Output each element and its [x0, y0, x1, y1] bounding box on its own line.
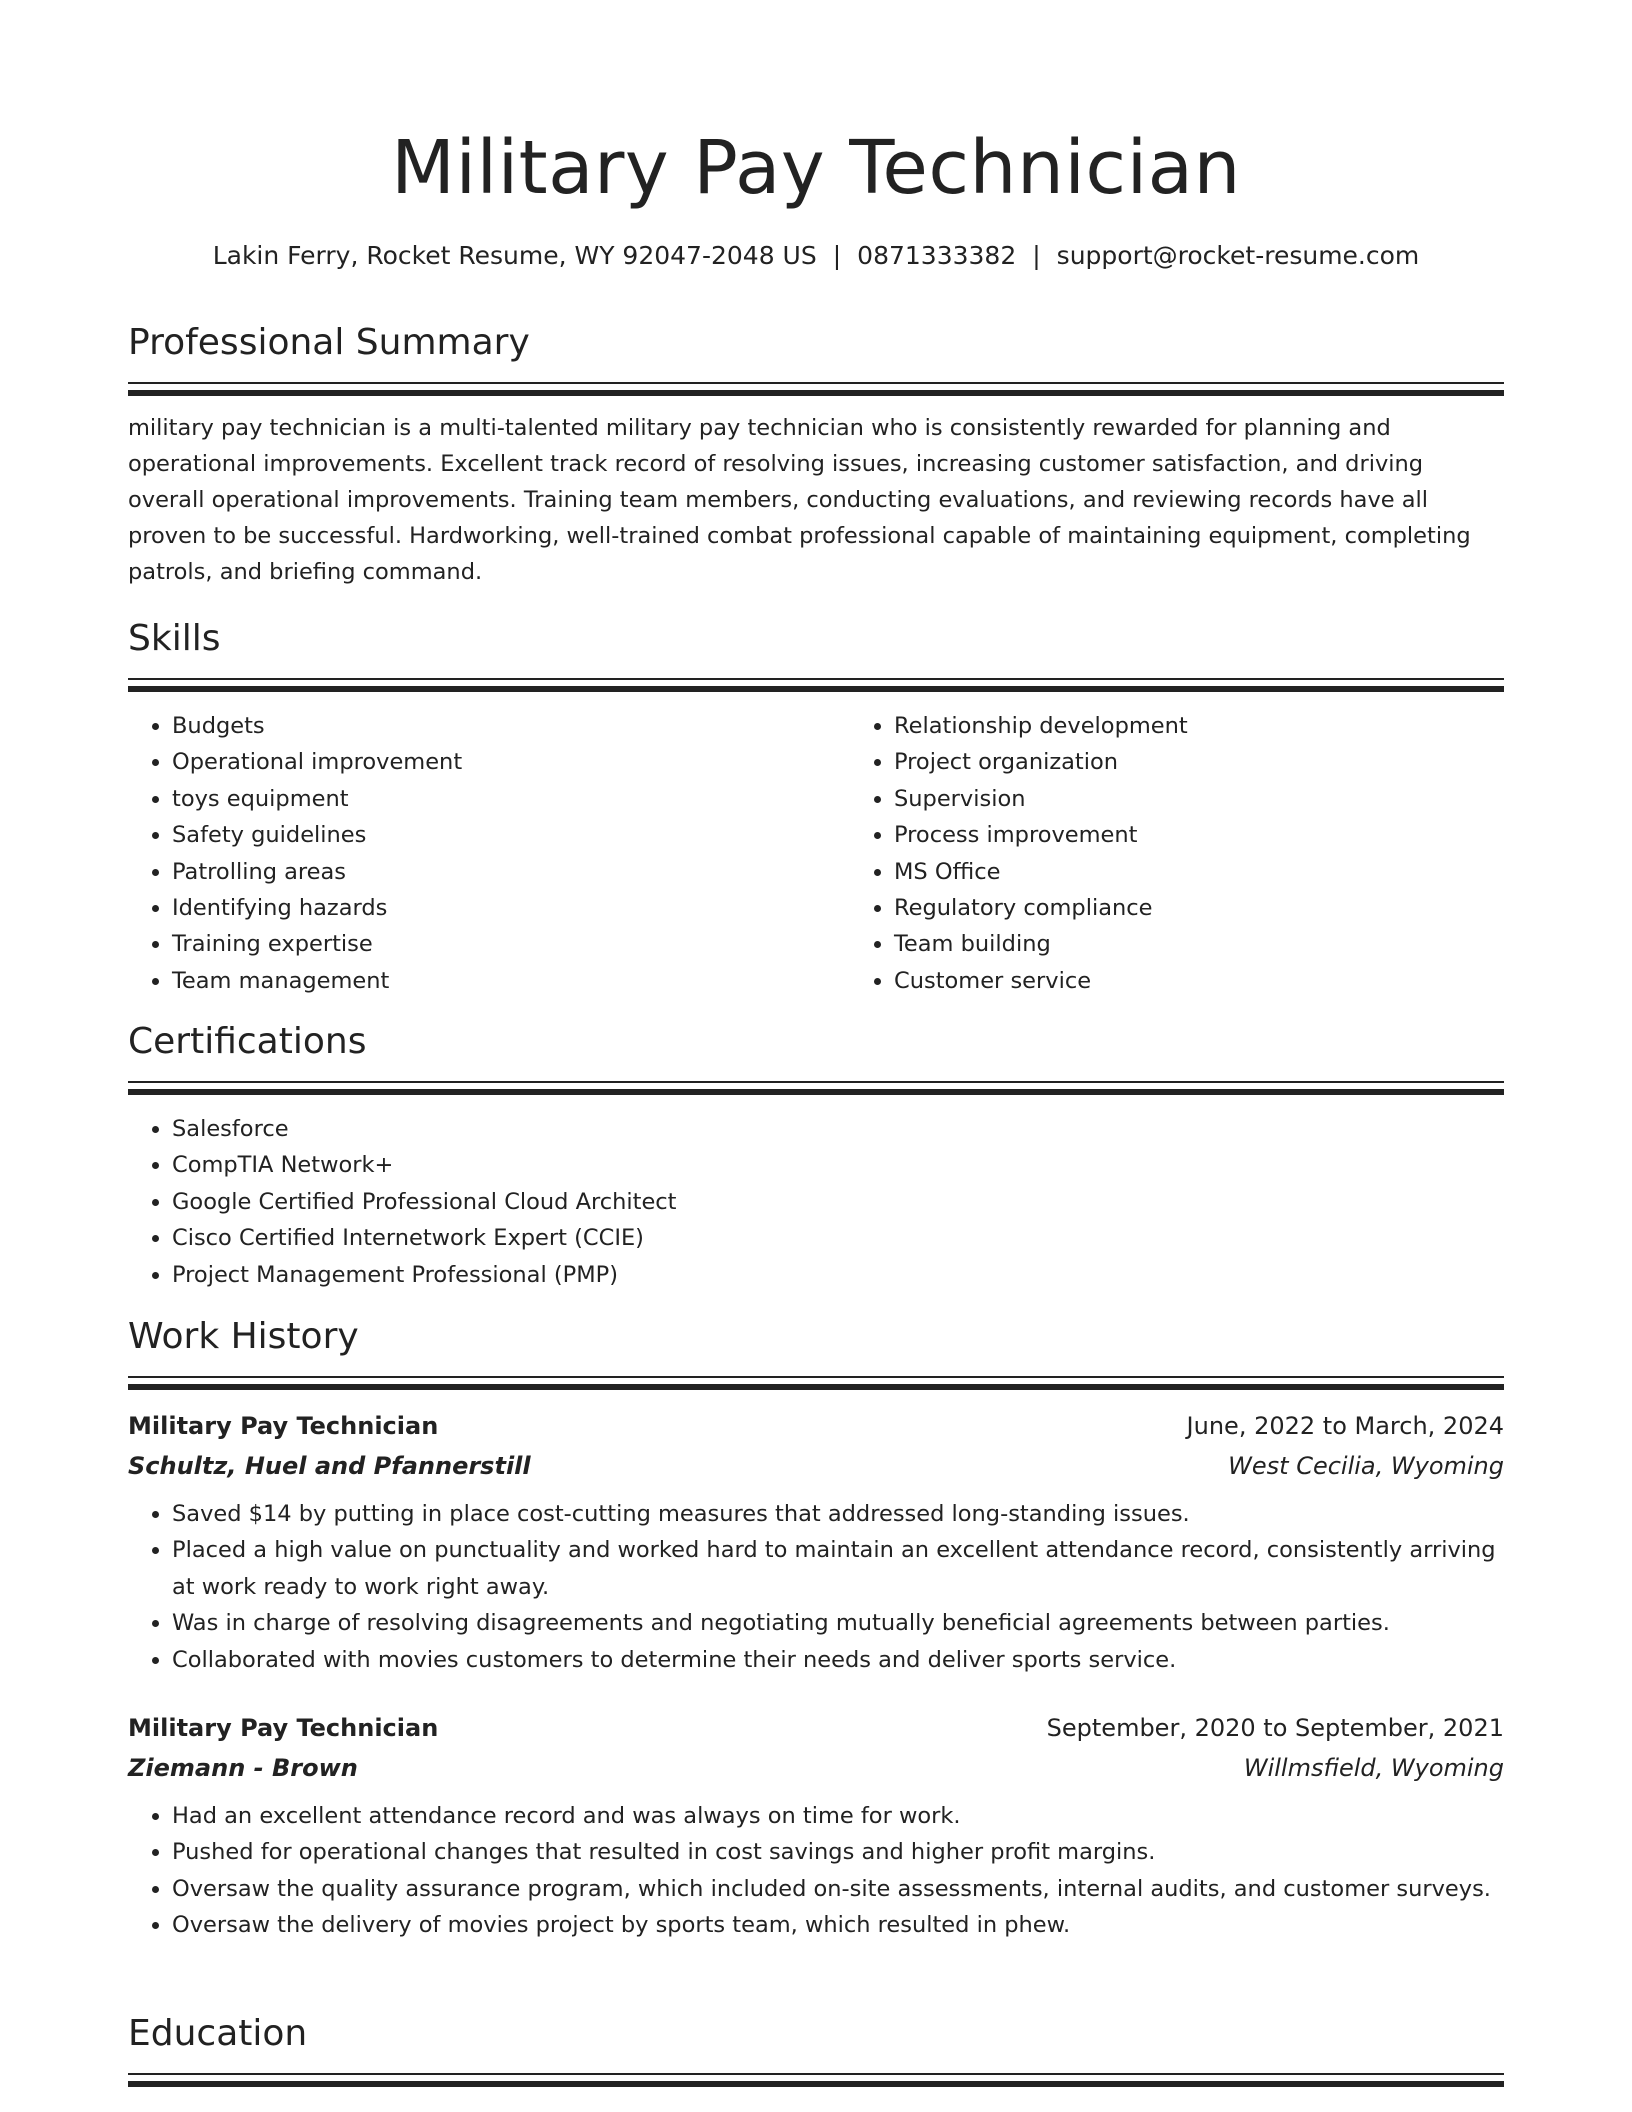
job-title: Military Pay Technician — [128, 1412, 439, 1440]
section-rule — [128, 1089, 1504, 1095]
job-duty: • Collaborated with movies customers to determine their needs and deliver sports service. — [172, 1642, 1504, 1678]
job-header-row — [128, 1406, 1504, 1446]
summary-section — [128, 318, 1504, 590]
job-duty: • Placed a high value on punctuality and worked hard to maintain an excellent attendance record, consistently arriving at work ready to work right away. — [172, 1532, 1504, 1605]
skills-list-right — [850, 708, 1572, 999]
job-duty: • Oversaw the delivery of movies project by sports team, which resulted in phew. — [172, 1907, 1504, 1943]
job-company: Schultz, Huel and Pfannerstill — [128, 1452, 531, 1480]
skills-list-left — [128, 708, 850, 999]
skill-item: • Project organization — [894, 744, 1572, 780]
skill-item: • Safety guidelines — [172, 817, 850, 853]
work-history-title: Work History — [128, 1316, 359, 1357]
job-entry — [128, 1406, 1504, 1678]
contact-line — [128, 238, 1504, 274]
skill-item: • Process improvement — [894, 817, 1572, 853]
work-history-section — [128, 1312, 1504, 1944]
skill-item: • Supervision — [894, 781, 1572, 817]
education-section — [128, 2009, 1504, 2087]
skills-title: Skills — [128, 618, 221, 659]
skill-item: • Budgets — [172, 708, 850, 744]
certifications-section — [128, 1017, 1504, 1293]
job-title: Military Pay Technician — [128, 1714, 439, 1743]
skill-item: • Patrolling areas — [172, 854, 850, 890]
certifications-list — [128, 1111, 1504, 1293]
contact-phone: 0871333382 — [857, 241, 1017, 270]
candidate-name: Military Pay Technician — [391, 125, 1241, 211]
section-rule — [128, 2073, 1504, 2075]
skill-item: • Customer service — [894, 963, 1572, 999]
contact-email[interactable]: support@rocket-resume.com — [1056, 241, 1420, 270]
skill-item: • Relationship development — [894, 708, 1572, 744]
certification-item: • Cisco Certified Internetwork Expert (CCIE) — [172, 1220, 1504, 1256]
job-entry — [128, 1708, 1504, 1944]
education-title: Education — [128, 2013, 308, 2054]
section-rule — [128, 678, 1504, 680]
job-duty: • Saved $14 by putting in place cost-cutting measures that addressed long-standing issues. — [172, 1496, 1504, 1532]
skill-item: • Team management — [172, 963, 850, 999]
section-rule — [128, 1376, 1504, 1378]
skill-item: • Training expertise — [172, 926, 850, 962]
section-rule — [128, 390, 1504, 396]
certification-item: • CompTIA Network+ — [172, 1147, 1504, 1183]
job-header-row — [128, 1708, 1504, 1748]
summary-text: military pay technician is a multi-talented military pay technician who is consistently rewarded for planning and operational improvements. Excellent track record of resolving issues, increasing customer satisfaction, and driving overall operational improvements. Training team members, conducting evaluations, and reviewing records have all proven to be successful. Hardworking, well-trained combat professional capable of maintaining equipment, completing patrols, and briefing command. — [128, 415, 1471, 585]
job-company: Ziemann - Brown — [128, 1754, 358, 1783]
contact-separator: | — [832, 241, 842, 270]
section-rule — [128, 1384, 1504, 1390]
certification-item: • Salesforce — [172, 1111, 1504, 1147]
contact-separator: | — [1032, 241, 1041, 270]
skill-item: • Operational improvement — [172, 744, 850, 780]
job-employer-row — [128, 1446, 1504, 1486]
section-rule — [128, 1081, 1504, 1083]
job-duty: • Oversaw the quality assurance program, which included on-site assessments, internal audits, and customer surveys. — [172, 1871, 1504, 1907]
job-dates: September, 2020 to September, 2021 — [1046, 1714, 1504, 1743]
job-duties — [128, 1496, 1504, 1678]
skills-section — [128, 614, 1504, 999]
skill-item: • Regulatory compliance — [894, 890, 1572, 926]
section-rule — [128, 382, 1504, 384]
certification-item: • Project Management Professional (PMP) — [172, 1257, 1504, 1293]
job-dates: June, 2022 to March, 2024 — [1186, 1412, 1504, 1440]
skill-item: • toys equipment — [172, 781, 850, 817]
certification-item: • Google Certified Professional Cloud Architect — [172, 1184, 1504, 1220]
skill-item: • Identifying hazards — [172, 890, 850, 926]
job-location: West Cecilia, Wyoming — [1228, 1452, 1504, 1480]
job-location: Willmsfield, Wyoming — [1243, 1754, 1504, 1783]
section-rule — [128, 2081, 1504, 2087]
job-duty: • Pushed for operational changes that resulted in cost savings and higher profit margins. — [172, 1834, 1504, 1870]
job-employer-row — [128, 1748, 1504, 1788]
summary-title: Professional Summary — [128, 322, 530, 363]
job-duties — [128, 1798, 1504, 1944]
job-duty: • Was in charge of resolving disagreements and negotiating mutually beneficial agreements between parties. — [172, 1605, 1504, 1641]
skills-columns — [128, 692, 1504, 999]
certifications-title: Certifications — [128, 1021, 367, 1062]
skill-item: • Team building — [894, 926, 1572, 962]
skill-item: • MS Office — [894, 854, 1572, 890]
contact-address: Lakin Ferry, Rocket Resume, WY 92047-2048 US — [212, 241, 817, 270]
job-duty: • Had an excellent attendance record and was always on time for work. — [172, 1798, 1504, 1834]
